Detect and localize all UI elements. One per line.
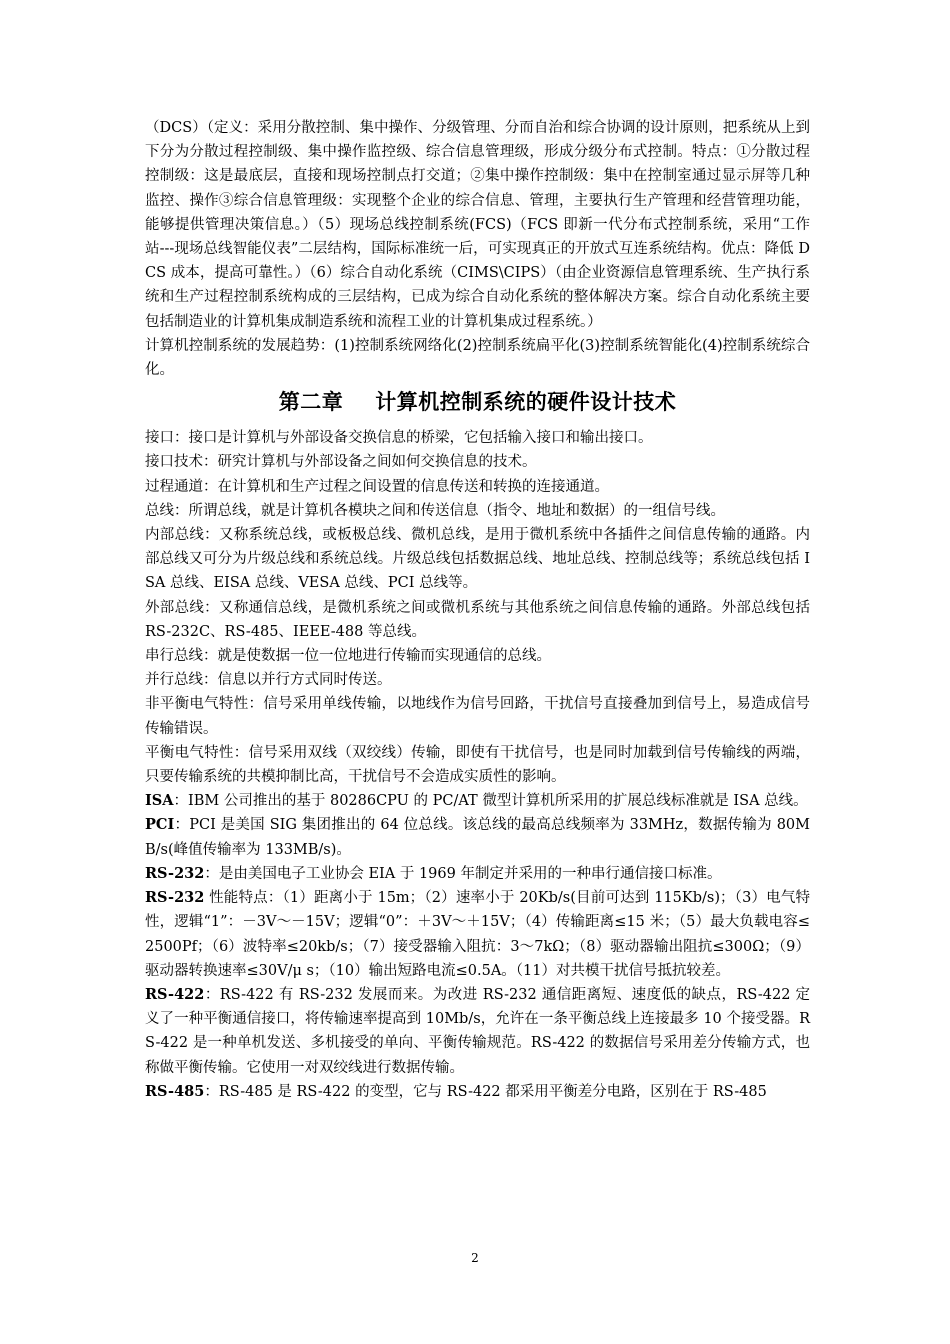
definition-rs232: RS-232：是由美国电子工业协会 EIA 于 1969 年制定并采用的一种串行通信接口标准。 <box>145 864 722 882</box>
definition-isa: ISA：IBM 公司推出的基于 80286CPU 的 PC/AT 微型计算机所采用的扩展总线标准就是 ISA 总线。 <box>145 792 808 810</box>
definition-unbalanced-electrical: 非平衡电气特性：信号采用单线传输，以地线作为信号回路，干扰信号直接叠加到信号上，易造成信号传输错误。 <box>145 696 810 737</box>
intro-paragraph-trends: 计算机控制系统的发展趋势：(1)控制系统网络化(2)控制系统扁平化(3)控制系统智能化(4)控制系统综合化。 <box>145 337 810 379</box>
definition-rs485: RS-485：RS-485 是 RS-422 的变型，它与 RS-422 都采用平衡差分电路，区别在于 RS-485 <box>145 1082 767 1100</box>
definition-rs422: RS-422：RS-422 有 RS-232 发展而来。为改进 RS-232 通信距离短、速度低的缺点，RS-422 定义了一种平衡通信接口，将传输速率提高到 10Mb/s，允许在一条平衡总线上连接最多 10 个接受器。RS-422 是一种单机发送、多机接受的单向、平衡传输规范。RS-422 的数据信号采用差分传输方式，也称做平衡传输。它使用一对双绞线进行数据传输。 <box>145 985 810 1076</box>
definition-bus: 总线：所谓总线，就是计算机各模块之间和传送信息（指令、地址和数据）的一组信号线。 <box>145 502 725 519</box>
definition-internal-bus: 内部总线：又称系统总线，或板极总线、微机总线，是用于微机系统中各插件之间信息传输的通路。内部总线又可分为片级总线和系统总线。片级总线包括数据总线、地址总线、控制总线等；系统总线包括 ISA 总线、EISA 总线、VESA 总线、PCI 总线等。 <box>145 527 810 592</box>
chapter-number: 第二章 <box>278 389 344 415</box>
definition-process-channel: 过程通道：在计算机和生产过程之间设置的信息传送和转换的连接通道。 <box>145 478 609 495</box>
definition-interface-technology: 接口技术：研究计算机与外部设备之间如何交换信息的技术。 <box>145 454 537 471</box>
definition-serial-bus: 串行总线：就是使数据一位一位地进行传输而实现通信的总线。 <box>145 648 551 665</box>
chapter-heading <box>145 384 810 420</box>
definition-parallel-bus: 并行总线：信息以并行方式同时传送。 <box>145 672 392 689</box>
definition-rs232-features: RS-232 性能特点：（1）距离小于 15m；（2）速率小于 20Kb/s(目前可达到 115Kb/s)；（3）电气特性，逻辑“1”：－3V～－15V；逻辑“0”：＋3V～＋15V；（4）传输距离≤15 米；（5）最大负载电容≤2500Pf；（6）波特率≤20kb/s；（7）接受器输入阻抗：3～7kΩ；（8）驱动器输出阻抗≤300Ω；（9）驱动器转换速率≤30V/μ s；（10）输出短路电流≤0.5A。（11）对共模干扰信号抵抗较差。 <box>145 889 810 979</box>
definition-interface: 接口：接口是计算机与外部设备交换信息的桥梁，它包括输入接口和输出接口。 <box>145 430 653 447</box>
page-number: 2 <box>471 1251 479 1265</box>
definition-external-bus: 外部总线：又称通信总线，是微机系统之间或微机系统与其他系统之间信息传输的通路。外部总线包括 RS-232C、RS-485、IEEE-488 等总线。 <box>145 599 810 640</box>
definition-pci: PCI：PCI 是美国 SIG 集团推出的 64 位总线。该总线的最高总线频率为 33MHz，数据传输为 80MB/s(峰值传输率为 133MB/s)。 <box>145 816 810 858</box>
chapter-title: 计算机控制系统的硬件设计技术 <box>375 389 677 415</box>
intro-paragraph-dcs: （DCS）（定义：采用分散控制、集中操作、分级管理、分而自治和综合协调的设计原则，把系统从上到下分为分散过程控制级、集中操作监控级、综合信息管理级，形成分级分布式控制。特点：①分散过程控制级：这是最底层，直接和现场控制点打交道；②集中操作控制级：集中在控制室通过显示屏等几种监控、操作③综合信息管理级：实现整个企业的综合信息、管理，主要执行生产管理和经营管理功能，能够提供管理决策信息。）（5）现场总线控制系统(FCS)（FCS 即新一代分布式控制系统，采用“工作站---现场总线智能仪表”二层结构，国际标准统一后，可实现真正的开放式互连系统结构。优点：降低 DCS 成本，提高可靠性。）（6）综合自动化系统（CIMS\CIPS）（由企业资源信息管理系统、生产执行系统和生产过程控制系统构成的三层结构，已成为综合自动化系统的整体解决方案。综合自动化系统主要包括制造业的计算机集成制造系统和流程工业的计算机集成过程系统。） <box>145 120 810 330</box>
definition-balanced-electrical: 平衡电气特性：信号采用双线（双绞线）传输，即使有干扰信号，也是同时加载到信号传输线的两端，只要传输系统的共模抑制比高，干扰信号不会造成实质性的影响。 <box>145 744 810 786</box>
document-page <box>145 116 810 1104</box>
